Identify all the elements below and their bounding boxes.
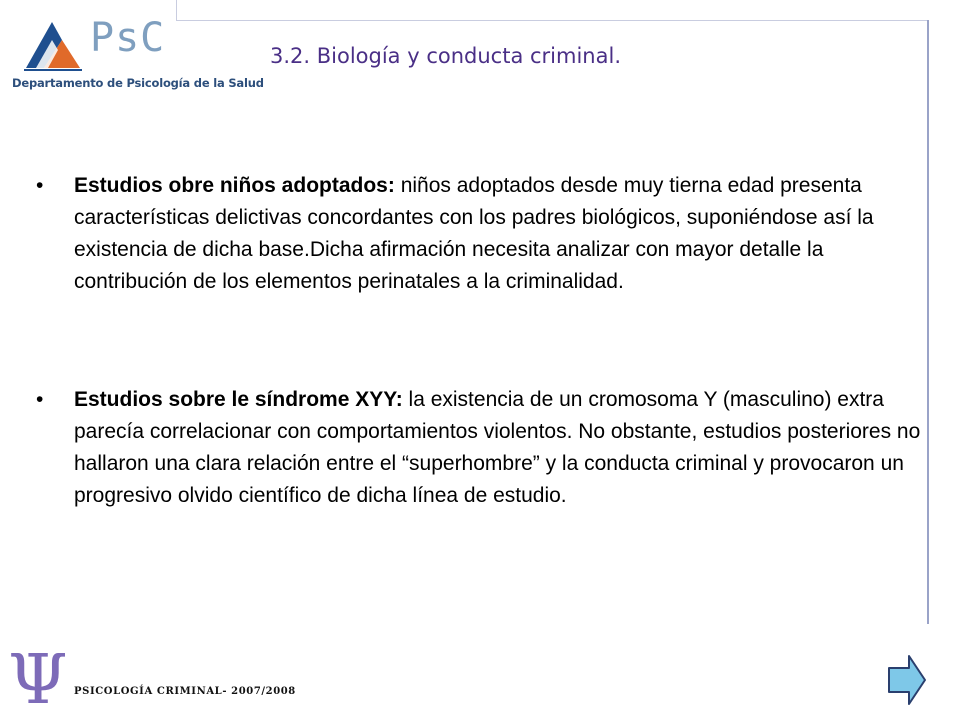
footer-course-label: PSICOLOGÍA CRIMINAL- 2007/2008	[74, 686, 296, 697]
frame-line-top	[176, 20, 928, 21]
department-logo	[10, 14, 264, 94]
department-name: Departamento de Psicología de la Salud	[12, 76, 264, 90]
next-slide-button[interactable]	[885, 652, 929, 708]
bullet-heading: Estudios sobre le síndrome XYY:	[74, 388, 403, 411]
arrow-right-icon	[885, 652, 929, 708]
bullet-item-xyy-syndrome	[30, 384, 930, 512]
bullet-text: niños adoptados desde muy tierna edad presenta características delictivas concordantes con los padres biológicos, suponiéndose así la existencia de dicha base.Dicha afirmación necesita analizar con mayor detalle la contribución de los elementos perinatales a la criminalidad.	[74, 174, 874, 293]
bullet-text: la existencia de un cromosoma Y (masculino) extra parecía correlacionar con comportamientos violentos. No obstante, estudios posteriores no hallaron una clara relación entre el “superhombre” y la conducta criminal y provocaron un progresivo olvido científico de dicha línea de estudio.	[74, 388, 921, 507]
psi-symbol: Ψ	[8, 641, 68, 720]
slide-content	[30, 170, 930, 512]
bullet-item-adopted-children	[30, 170, 930, 298]
bullet-heading: Estudios obre niños adoptados:	[74, 174, 395, 197]
pyramid-logo-icon	[22, 16, 84, 74]
bullet-marker: •	[36, 174, 44, 197]
slide-title: 3.2. Biología y conducta criminal.	[270, 44, 621, 68]
bullet-marker: •	[36, 388, 44, 411]
logo-abbreviation: PsC	[90, 15, 166, 61]
